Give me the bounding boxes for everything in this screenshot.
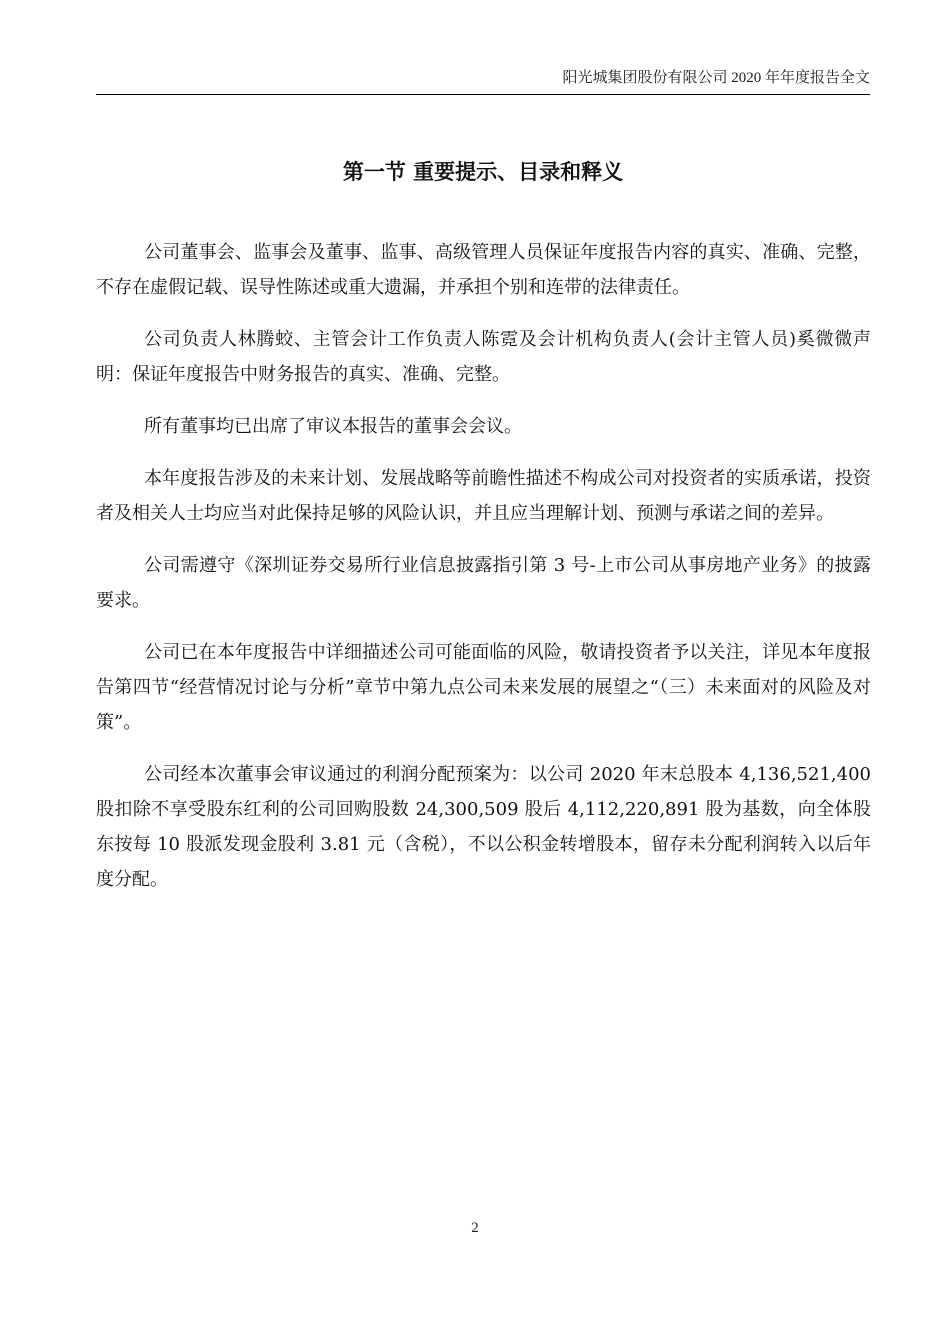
header-title: 阳光城集团股份有限公司 2020 年年度报告全文: [562, 70, 870, 86]
paragraph-directors-attendance: 所有董事均已出席了审议本报告的董事会会议。: [144, 416, 522, 437]
paragraph-responsible-persons: 公司负责人林腾蛟、主管会计工作负责人陈霓及会计机构负责人(会计主管人员)奚微微声明：保证年度报告中财务报告的真实、准确、完整。: [96, 329, 871, 385]
paragraph-board-guarantee: 公司董事会、监事会及董事、监事、高级管理人员保证年度报告内容的真实、准确、完整，不存在虚假记载、误导性陈述或重大遗漏，并承担个别和连带的法律责任。: [96, 242, 871, 298]
paragraph-disclosure-requirement: 公司需遵守《深圳证券交易所行业信息披露指引第 3 号-上市公司从事房地产业务》的披露要求。: [96, 555, 871, 611]
page-header: [96, 68, 870, 95]
paragraph-risk-notice: 公司已在本年度报告中详细描述公司可能面临的风险，敬请投资者予以关注，详见本年度报告第四节“经营情况讨论与分析”章节中第九点公司未来发展的展望之“（三）未来面对的风险及对策”。: [96, 642, 871, 733]
document-body: [96, 235, 871, 897]
page-number: 2: [471, 1220, 479, 1236]
paragraph-profit-distribution: 公司经本次董事会审议通过的利润分配预案为：以公司 2020 年末总股本 4,136,521,400 股扣除不享受股东红利的公司回购股数 24,300,509 股后 4,112,220,891 股为基数，向全体股东按每 10 股派发现金股利 3.81 元（含税），不以公积金转增股本，留存未分配利润转入以后年度分配。: [96, 764, 871, 890]
section-title: 第一节 重要提示、目录和释义: [342, 159, 624, 184]
paragraph-forward-looking: 本年度报告涉及的未来计划、发展战略等前瞻性描述不构成公司对投资者的实质承诺，投资者及相关人士均应当对此保持足够的风险认识，并且应当理解计划、预测与承诺之间的差异。: [96, 468, 871, 524]
